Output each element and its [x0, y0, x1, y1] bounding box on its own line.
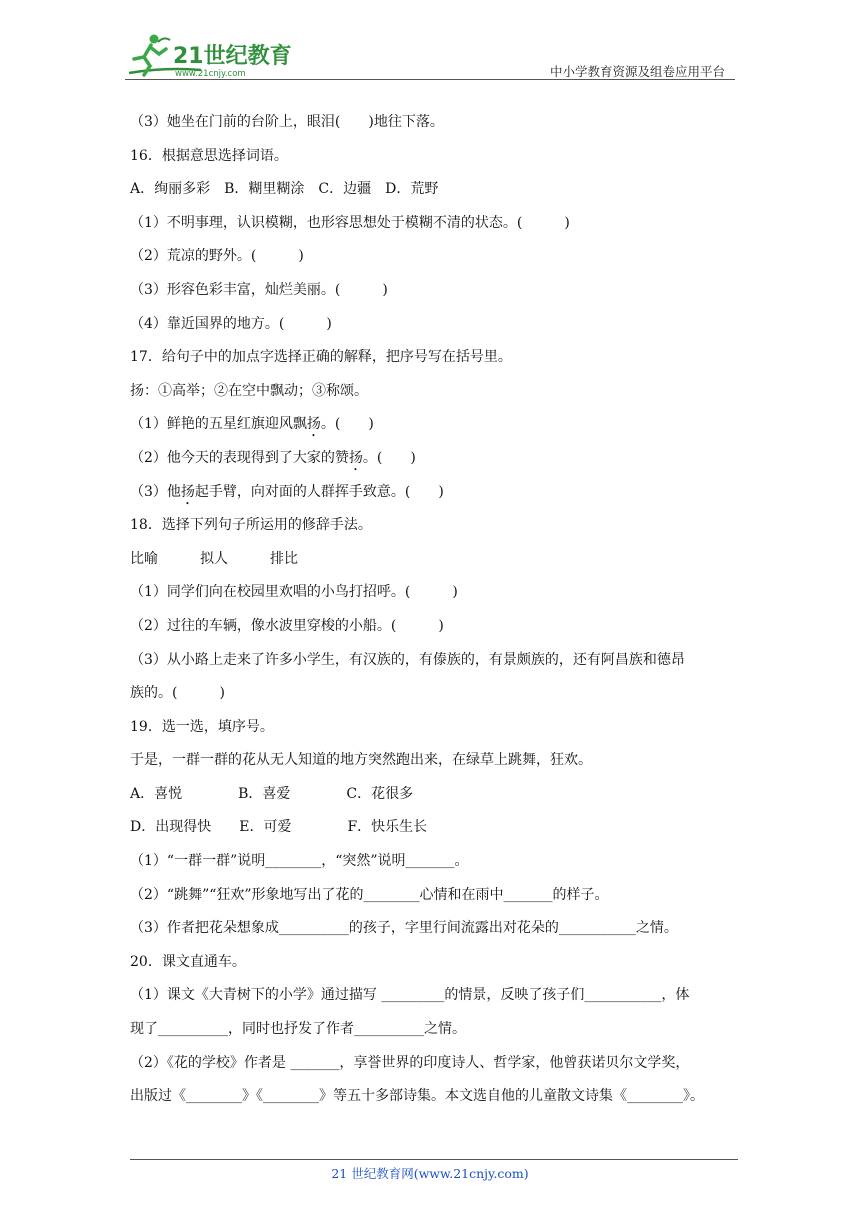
- question-19: 19．选一选，填序号。: [130, 718, 274, 735]
- platform-name: 中小学教育资源及组卷应用平台: [549, 64, 725, 79]
- text-line: 族的。( ): [130, 685, 225, 702]
- word-options: A．绚丽多彩 B．糊里糊涂 C．边疆 D．荒野: [130, 181, 439, 198]
- runner-logo-icon: [125, 30, 295, 80]
- text-line: （3）他扬起手臂，向对面的人群挥手致意。( ): [130, 483, 444, 500]
- logo: [125, 30, 295, 80]
- text-line: （3）作者把花朵想象成__________的孩子，字里行间流露出对花朵的___________之情。: [130, 920, 678, 937]
- footer-link[interactable]: 21 世纪教育网(www.21cnjy.com): [331, 1166, 529, 1181]
- text-line: （2）荒凉的野外。( ): [130, 248, 304, 265]
- text-line: （1）鲜艳的五星红旗迎风飘扬。( ): [130, 416, 374, 433]
- text-line: （2）《花的学校》作者是 _______，享誉世界的印度诗人、哲学家，他曾获诺贝尔文学奖，: [130, 1054, 690, 1071]
- dotted-char: 扬: [180, 483, 195, 500]
- question-17: 17．给句子中的加点字选择正确的解释，把序号写在括号里。: [130, 349, 512, 366]
- dotted-char: 扬: [348, 449, 363, 466]
- text-line: （1）同学们向在校园里欢唱的小鸟打招呼。( ): [130, 584, 458, 601]
- text-line: 现了__________，同时也抒发了作者__________之情。: [130, 1021, 466, 1038]
- text-line: （1）课文《大青树下的小学》通过描写 _________的情景，反映了孩子们___________，体: [130, 987, 690, 1004]
- question-18: 18．选择下列句子所运用的修辞手法。: [130, 517, 372, 534]
- text-line: （3）从小路上走来了许多小学生，有汉族的，有傣族的，有景颇族的，还有阿昌族和德昂: [130, 651, 685, 668]
- text-line: （2）他今天的表现得到了大家的赞扬。( ): [130, 449, 416, 466]
- passage-sentence: 于是，一群一群的花从无人知道的地方突然跑出来，在绿草上跳舞，狂欢。: [130, 752, 592, 769]
- question-16: 16．根据意思选择词语。: [130, 147, 288, 164]
- dotted-char: 扬: [306, 416, 321, 433]
- footer-divider: [130, 1159, 738, 1160]
- definitions: 扬：①高举；②在空中飘动；③称颂。: [130, 382, 368, 399]
- text-line: （4）靠近国界的地方。( ): [130, 315, 332, 332]
- text-line: （1）不明事理，认识模糊，也形容思想处于模糊不清的状态。( ): [130, 214, 570, 231]
- text-line: （3）形容色彩丰富，灿烂美丽。( ): [130, 281, 388, 298]
- text-line: （3）她坐在门前的台阶上，眼泪( )地往下落。: [130, 114, 444, 130]
- text-line: （2）过往的车辆，像水波里穿梭的小船。( ): [130, 617, 444, 634]
- svg-text:www.21cnjy.com: www.21cnjy.com: [175, 69, 246, 79]
- header-divider: [125, 79, 735, 80]
- rhetoric-options: 比喻 拟人 排比: [130, 550, 298, 567]
- answer-options: A．喜悦 B．喜爱 C．花很多: [130, 785, 414, 802]
- document-body: [130, 106, 738, 1114]
- svg-text:21世纪教育: 21世纪教育: [173, 44, 292, 69]
- question-20: 20．课文直通车。: [130, 953, 246, 970]
- text-line: （1）“一群一群”说明________，“突然”说明_______。: [130, 853, 469, 870]
- text-line: （2）“跳舞”“狂欢”形象地写出了花的________心情和在雨中_______的样子。: [130, 886, 609, 903]
- answer-options: D．出现得快 E．可爱 F．快乐生长: [130, 819, 428, 836]
- text-line: 出版过《________》《________》等五十多部诗集。本文选自他的儿童散文诗集《________》。: [130, 1088, 704, 1105]
- page-header: [125, 30, 735, 80]
